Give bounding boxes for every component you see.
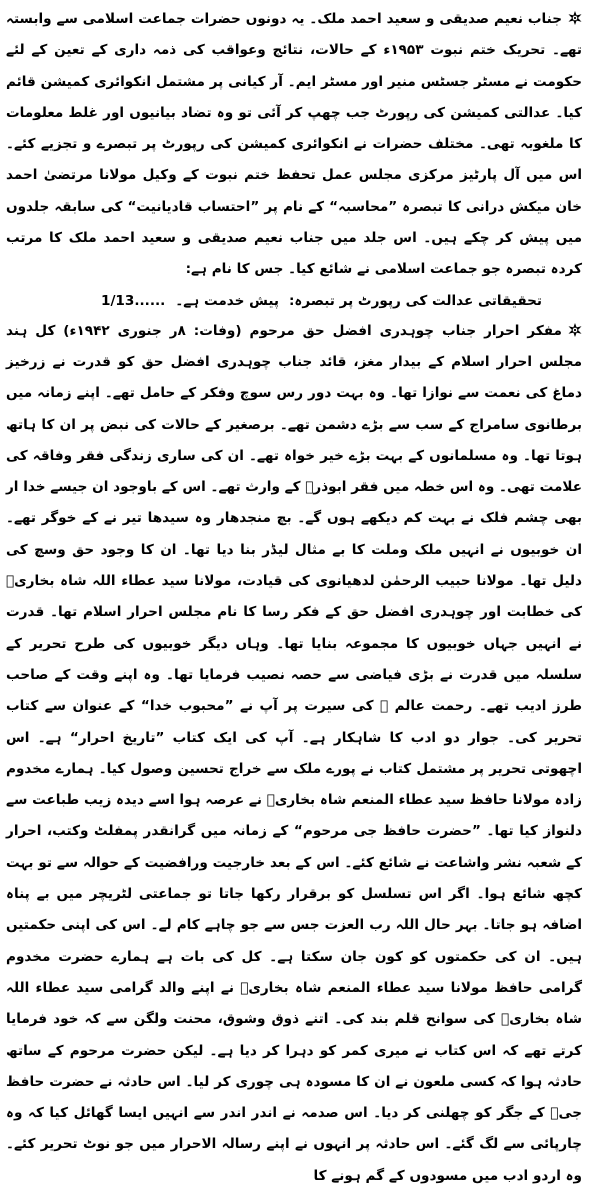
text-line: جان سکتا ہے۔ کل کی بات ہے ہمارے حضرت مخدوم گرامی حافظ مولانا سید عطاء المنعم شاہ بخاریؒ نے اپنے والد گرامی [6, 948, 582, 996]
text-line: خارجیت ورافضیت کے حوالہ سے تو بہت کچھ شائع ہوا۔ اگر اس تسلسل کو برقرار رکھا جاتا تو جماعتی لٹریچر میں بے پناہ [6, 854, 582, 903]
text-line: سوچ وفکر کے حامل تھے۔ اپنے زمانہ میں برطانوی سامراج کے سب سے بڑے دشمن تھے۔ برصغیر کے حالات کی نبض [6, 385, 583, 433]
text-line: کتاب ”تاریخ احرار“ ہے۔ اس اچھوتی تحریر پر مشتمل کتاب نے پورے ملک سے خراج تحسین وصول کیا۔ ہمارے [6, 729, 582, 777]
text-line: جو جماعت اسلامی نے شائع کیا۔ جس کا نام ہے: [185, 261, 501, 278]
text-line: عالم ﷺ کی سیرت پر آپ نے ”محبوب خدا“ کے عنوان سے کتاب تحریر کی۔ جوار دو ادب کا شاہکار ہے۔ آپ کی ایک [6, 698, 583, 746]
text-line: مرکزی مجلس عمل تحفظ ختم نبوت کے وکیل مولانا مرتضیٰ احمد خان میکش درانی کا تبصرہ ”محاسبہ“ کے نام پر ”احتساب [6, 167, 582, 215]
reference-line [6, 286, 582, 316]
paragraph-naeem-siddiqui [6, 4, 582, 286]
text-line: مفکر احرار جناب چوہدری افضل حق مرحوم (وفات: ۸ر جنوری ۱۹۴۲ء) کل ہند مجلس احرار [6, 322, 583, 370]
text-line: معلومات کا ملغوبہ تھی۔ مختلف حضرات نے انکوائری کمیشن کی رپورٹ پر تبصرے و تجزیے کئے۔ اس میں آل پارٹیز [6, 104, 583, 184]
text-line: تھا۔ مولانا حبیب الرحمٰن لدھیانوی کی قیادت، مولانا سید عطاء اللہ شاہ بخاریؒ کی خطابت اور چوہدری افضل حق کے فکر [6, 573, 582, 621]
text-line: خطہ میں فقر ابوذرؓ کے وارث تھے۔ اس کے باوجود ان جیسے خدا ار بھی چشم فلک نے بہت کم دیکھے ہوں گے۔ بچ منجدھار [5, 479, 582, 527]
text-line: قادیانیت“ کی سابقہ جلدوں میں پیش کر چکے ہیں۔ اس جلد میں جناب نعیم صدیقی و سعید احمد ملک کا مرتب کردہ تبصرہ [6, 198, 582, 278]
text-line: اضافہ ہو جاتا۔ بہر حال اللہ رب العزت جس سے جو چاہے کام لے۔ اس کی اپنی حکمتیں ہیں۔ ان کی حکمتوں کو کون [6, 917, 582, 965]
text-line: ایم۔ آر کیانی پر مشتمل انکوائری کمیشن قائم کیا۔ عدالتی کمیشن کی رپورٹ جب چھپ کر آئی تو وہ تضاد بیانیوں اور غلط [6, 73, 582, 121]
reference-title: تحقیقاتی عدالت کی رپورٹ پر تبصرہ: [289, 292, 542, 309]
section-1 [6, 4, 582, 316]
text-line: جناب نعیم صدیقی و سعید احمد ملک۔ یہ دونوں حضرات جماعت اسلامی سے وابستہ تھے۔ تحریک [6, 11, 582, 59]
text-line: اسلام کے بیدار مغز، قائد جناب چوہدری افضل حق کو قدرت نے زرخیز دماغ کی نعمت سے نوازا تھا۔ وہ بہت دور رس [6, 353, 582, 402]
text-line: گئے۔ اس حادثہ پر انہوں نے اپنے رسالہ الاحرار میں جو نوٹ تحریر کئے۔ وہ اردو ادب میں مسودوں کے گم ہونے کا [6, 1136, 582, 1184]
paragraph-afzal-haq [6, 316, 582, 1192]
text-line: سلسلہ میں قدرت نے بڑی فیاضی سے حصہ نصیب فرمایا تھا۔ وہ اپنے وقت کے صاحب طرز ادیب تھے۔ رحمت [6, 666, 582, 715]
text-line: ختم نبوت ۱۹۵۳ء کے حالات، نتائج وعواقب کی ذمہ داری کے تعین کے لئے حکومت نے مسٹر جسٹس منیر اور مسٹر [6, 42, 582, 90]
reference-service: پیش خدمت ہے۔ [175, 292, 279, 309]
star-burst-ornament-icon [568, 11, 582, 25]
text-line: میری کمر کو دہرا کر دیا ہے۔ لیکن حضرت مرحوم کے ساتھ حادثہ ہوا کہ کسی ملعون نے ان کا مسودہ ہی چوری کر لیا۔ اس [6, 1042, 583, 1090]
star-burst-ornament-icon [568, 323, 582, 337]
text-line: مخدوم زادہ مولانا حافظ سید عطاء المنعم شاہ بخاریؒ نے عرصہ ہوا اسے دیدہ زیب طباعت سے دلنواز کیا تھا۔ ”حضرت [6, 760, 582, 840]
text-line: حادثہ نے حضرت حافظ جیؒ کے جگر کو چھلنی کر دیا۔ اس صدمہ نے اندر اندر سے انہیں ایسا گھائل کیا کہ وہ چارپائی سے لگ [6, 1073, 583, 1153]
text-line: پر ان کا ہاتھ ہوتا تھا۔ وہ مسلمانوں کے بہت بڑے خیر خواہ تھے۔ ان کی ساری زندگی فقر وفاقہ کی علامت تھی۔ وہ اس [6, 416, 582, 496]
text-line: وہ سیدھا تیر نے کے خوگر تھے۔ ان خوبیوں نے انہیں ملک وملت کا بے مثال لیڈر بنا دیا تھا۔ ان کا وجود حق وسچ کی دلیل [6, 510, 583, 590]
section-2 [6, 316, 582, 1192]
text-line: حافظ جی مرحوم“ کے زمانہ میں گرانقدر پمفلٹ وکتب، احرار کے شعبہ نشر واشاعت نے شائع کئے۔ اس کے بعد [6, 823, 583, 871]
text-line: سید عطاء اللہ شاہ بخاریؒ کی سوانح قلم بند کی۔ اتنے ذوق وشوق، محنت ولگن سے کہ خود فرمایا کرتے تھے کہ اس کتاب نے [6, 979, 583, 1059]
text-line: رسا کا نام مجلس احرار اسلام تھا۔ قدرت نے انہیں جہاں خوبیوں کا مجموعہ بنایا تھا۔ وہاں دیگر خوبیوں کی طرح تحریر کے [6, 604, 582, 652]
reference-page: 1/13...... [100, 292, 166, 309]
